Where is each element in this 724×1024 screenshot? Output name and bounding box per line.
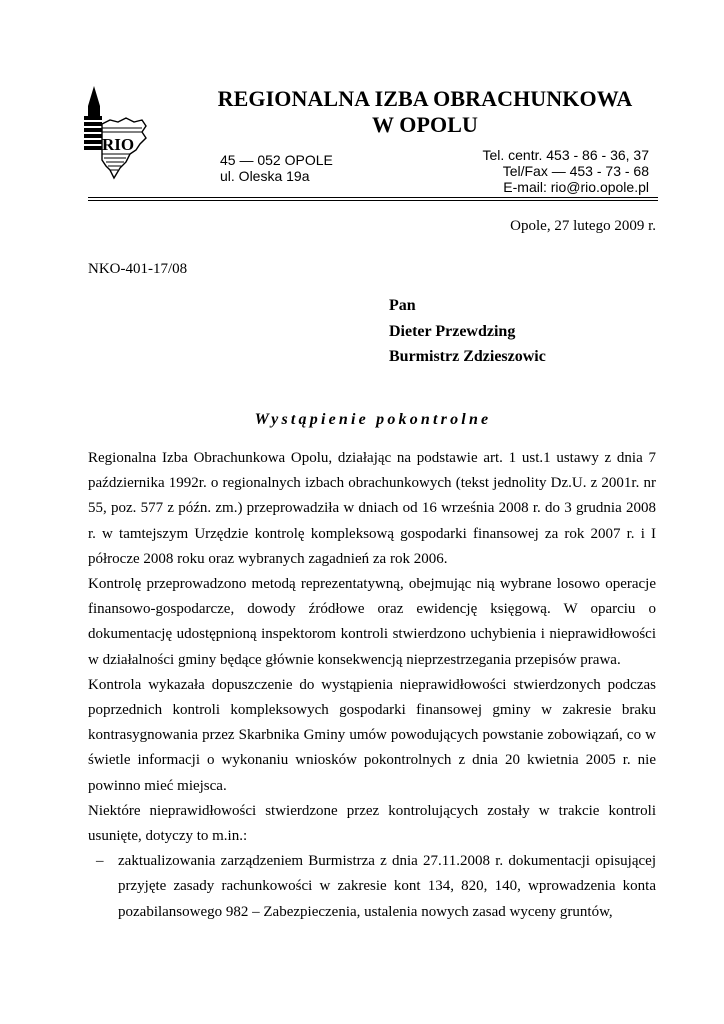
corrections-list [88, 849, 656, 925]
address-block [220, 152, 333, 184]
paragraph: Kontrola wykazała dopuszczenie do wystąpienia nieprawidłowości stwierdzonych podczas poprzednich kontroli kompleksowych gospodarki finansowej gminy w zakresie braku kontrasygnowania przez Skarbnika Gminy umów powodujących powstanie zobowiązań, co w świetle informacji o wykonaniu wniosków pokontrolnych z dnia 20 kwietnia 2005 r. nie powinno mieć miejsca. [88, 676, 656, 794]
rio-emblem-icon [80, 84, 160, 184]
email-address: E-mail: rio@rio.opole.pl [503, 179, 649, 195]
organization-name [180, 86, 670, 138]
street-address: ul. Oleska 19a [220, 168, 310, 184]
reference-number: NKO-401-17/08 [88, 261, 188, 277]
document-heading: Wystąpienie pokontrolne [254, 411, 492, 428]
letter-body [88, 446, 656, 925]
recipient-salutation: Pan [389, 297, 416, 314]
list-item-text: zaktualizowania zarządzeniem Burmistrza z dnia 27.11.2008 r. dokumentacji opisującej przyjęte zasady rachunkowości w zakresie kont 134, 820, 140, wprowadzenia konta pozabilansowego 982 – Zabezpieczenia, ustalenia nowych zasad wyceny gruntów, [118, 853, 656, 920]
org-name-line1: REGIONALNA IZBA OBRACHUNKOWA [217, 86, 633, 111]
paragraph: Niektóre nieprawidłowości stwierdzone przez kontrolujących zostały w trakcie kontroli usunięte, dotyczy to m.in.: [88, 802, 656, 845]
paragraph: Kontrolę przeprowadzono metodą reprezentatywną, obejmując nią wybrane losowo operacje finansowo-gospodarcze, dowody źródłowe oraz ewidencję księgową. W oparciu o dokumentację udostępnioną inspektorom kontroli stwierdzono uchybienia i nieprawidłowości w działalności gminy będące głównie konsekwencją nieprzestrzegania przepisów prawa. [88, 576, 656, 668]
org-name-line2: W OPOLU [371, 112, 479, 137]
rio-logo [80, 84, 160, 184]
logo-text: RIO [102, 135, 135, 154]
fax-number: Tel/Fax — 453 - 73 - 68 [502, 163, 649, 179]
postal-code-city: 45 — 052 OPOLE [220, 152, 333, 168]
recipient-title: Burmistrz Zdzieszowic [389, 348, 546, 365]
paragraph: Regionalna Izba Obrachunkowa Opolu, działając na podstawie art. 1 ust.1 ustawy z dnia 7 października 1992r. o regionalnych izbach obrachunkowych (tekst jednolity Dz.U. z 2001r. nr 55, poz. 577 z późn. zm.) przeprowadziła w dniach od 16 września 2008 r. do 3 grudnia 2008 r. w tamtejszym Urzędzie kontrolę kompleksową gospodarki finansowej za rok 2007 r. i I półrocze 2008 roku oraz wybranych zagadnień za rok 2006. [88, 450, 656, 567]
recipient-block [389, 293, 546, 370]
recipient-name: Dieter Przewdzing [389, 322, 516, 340]
contact-block [482, 147, 649, 195]
phone-number: Tel. centr. 453 - 86 - 36, 37 [482, 147, 649, 163]
header-divider-top [88, 197, 658, 198]
header-divider-bottom [88, 200, 658, 201]
list-item [88, 849, 656, 925]
letter-date: Opole, 27 lutego 2009 r. [510, 218, 656, 234]
list-bullet: – [96, 853, 104, 870]
